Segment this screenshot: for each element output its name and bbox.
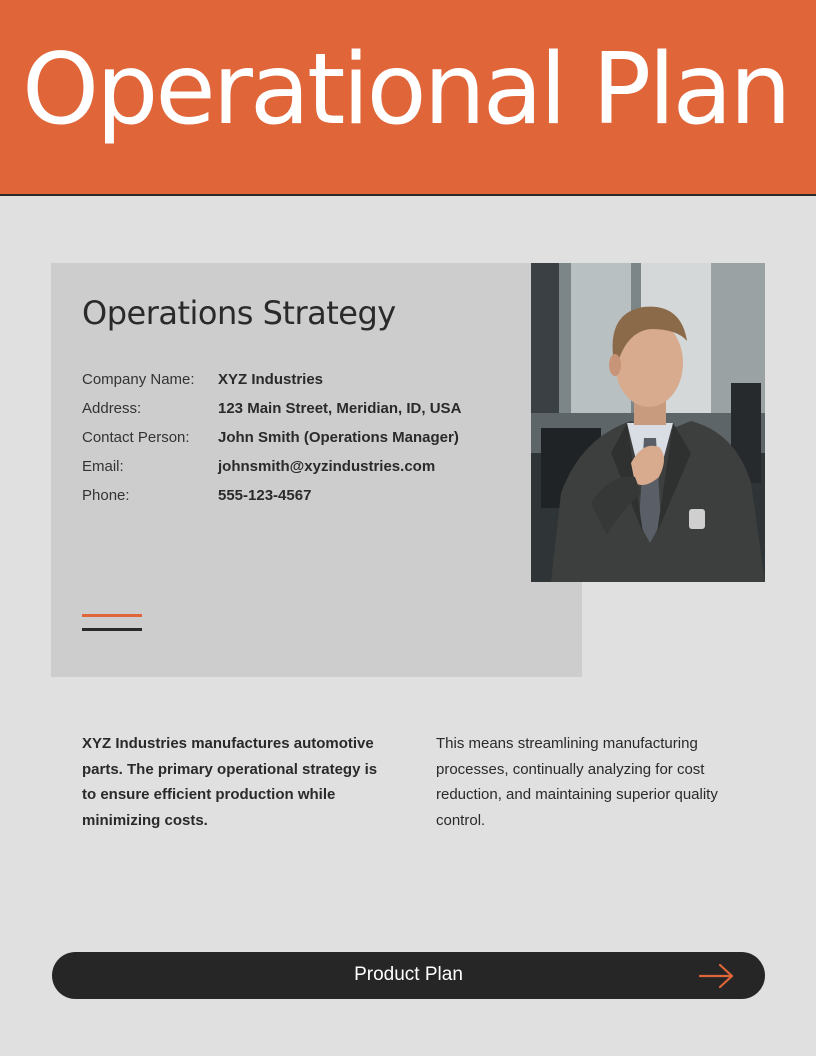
info-value: johnsmith@xyzindustries.com bbox=[218, 458, 436, 475]
info-value: 555-123-4567 bbox=[218, 487, 312, 504]
strategy-card bbox=[51, 263, 582, 677]
product-plan-button[interactable] bbox=[52, 952, 765, 999]
info-label: Phone: bbox=[82, 487, 130, 504]
info-label: Email: bbox=[82, 458, 124, 475]
detail-paragraph: This means streamlining manufacturing processes, continually analyzing for cost reduction, and maintaining superior quality control. bbox=[436, 735, 718, 829]
info-value: XYZ Industries bbox=[218, 371, 324, 388]
info-value: John Smith (Operations Manager) bbox=[218, 429, 459, 446]
contact-info bbox=[82, 365, 461, 510]
info-row-address bbox=[82, 394, 461, 423]
product-plan-label: Product Plan bbox=[354, 964, 463, 985]
info-label: Contact Person: bbox=[82, 429, 190, 446]
intro-paragraph: XYZ Industries manufactures automotive parts. The primary operational strategy is to ensure efficient production while minimizing costs. bbox=[82, 735, 378, 829]
info-label: Company Name: bbox=[82, 371, 195, 388]
page-header bbox=[0, 0, 816, 196]
card-heading: Operations Strategy bbox=[82, 294, 396, 332]
info-row-contact bbox=[82, 423, 461, 452]
accent-lines bbox=[82, 614, 142, 632]
info-row-company bbox=[82, 365, 461, 394]
info-label: Address: bbox=[82, 400, 142, 417]
portrait-photo bbox=[531, 263, 765, 582]
arrow-right-icon bbox=[698, 963, 736, 989]
info-row-phone bbox=[82, 481, 461, 510]
accent-line-dark bbox=[82, 628, 142, 631]
info-row-email bbox=[82, 452, 461, 481]
accent-line-orange bbox=[82, 614, 142, 617]
info-value: 123 Main Street, Meridian, ID, USA bbox=[218, 400, 462, 417]
page-title: Operational Plan bbox=[22, 33, 789, 147]
